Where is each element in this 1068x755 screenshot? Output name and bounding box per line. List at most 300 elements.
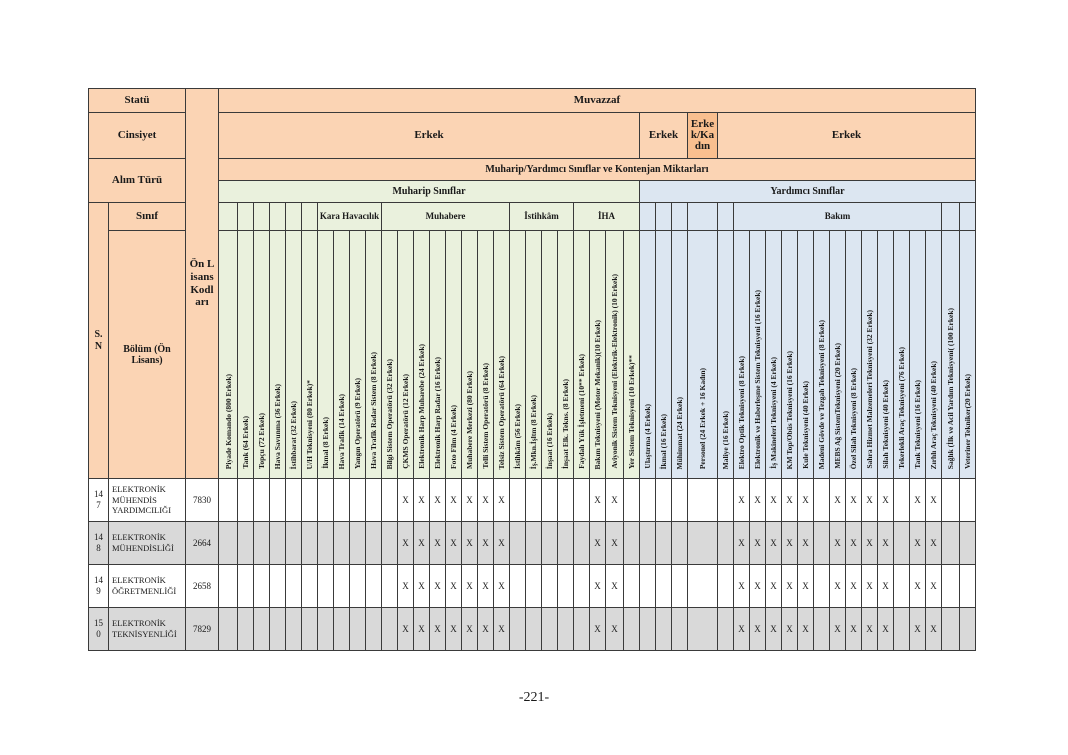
x-cell: X [398, 608, 414, 651]
empty-cell [624, 522, 640, 565]
column-header-label: Hava Savunma (36 Erkek) [273, 383, 282, 469]
statu-row [89, 89, 976, 113]
column-header [478, 231, 494, 479]
column-header-label: Personel (24 Erkek + 16 Kadın) [698, 367, 707, 469]
x-cell: X [798, 522, 814, 565]
column-header-label: Aviyonik Sistem Teknisyeni (Elektrik-Elektronik) (10 Erkek) [610, 274, 619, 469]
column-header-label: Maliye (16 Erkek) [721, 410, 730, 469]
column-header [350, 231, 366, 479]
empty-cell [286, 522, 302, 565]
x-cell: X [414, 608, 430, 651]
x-cell: X [478, 608, 494, 651]
alim-turu-header: Alım Türü [89, 159, 186, 203]
column-header-label: Elektronik Harp Radar (16 Erkek) [433, 357, 442, 469]
empty-cell [656, 608, 672, 651]
empty-cell [640, 608, 656, 651]
column-header [606, 231, 624, 479]
group-header: İHA [574, 203, 640, 231]
sinif-header: Sınıf [109, 203, 186, 231]
group-header-row [89, 203, 976, 231]
x-cell: X [846, 608, 862, 651]
column-header [624, 231, 640, 479]
column-header-label: Özel Silah Teknisyeni (8 Erkek) [849, 367, 858, 469]
group-spacer [960, 203, 976, 231]
empty-cell [219, 522, 238, 565]
column-header [219, 231, 238, 479]
empty-cell [334, 565, 350, 608]
column-header-label: Ulaştırma (4 Erkek) [643, 404, 652, 469]
cinsiyet-row [89, 113, 976, 159]
empty-cell [302, 608, 318, 651]
group-spacer [254, 203, 270, 231]
empty-cell [286, 608, 302, 651]
x-cell: X [750, 522, 766, 565]
x-cell: X [414, 479, 430, 522]
bolum-cell: ELEKTRONİK MÜHENDİSLİĞİ [109, 522, 186, 565]
column-header-label: Yer Sistem Teknisyeni (10 Erkek)** [627, 354, 636, 469]
empty-cell [219, 479, 238, 522]
x-cell: X [910, 565, 926, 608]
sinif-band-row [89, 181, 976, 203]
data-row [89, 608, 976, 651]
empty-cell [542, 479, 558, 522]
x-cell: X [862, 608, 878, 651]
empty-cell [318, 608, 334, 651]
column-header-label: MEBS Ağ SistemTeknisyeni (20 Erkek) [833, 343, 842, 469]
x-cell: X [414, 565, 430, 608]
group-spacer [640, 203, 656, 231]
x-cell: X [734, 522, 750, 565]
empty-cell [366, 479, 382, 522]
empty-cell [254, 608, 270, 651]
data-row [89, 522, 976, 565]
empty-cell [942, 608, 960, 651]
x-cell: X [398, 565, 414, 608]
empty-cell [718, 608, 734, 651]
column-header [656, 231, 672, 479]
x-cell: X [446, 479, 462, 522]
empty-cell [526, 479, 542, 522]
column-header-label: KM Top/Obüs Teknisyeni (16 Erkek) [785, 350, 794, 469]
bolum-cell: ELEKTRONİK MÜHENDİS YARDIMCILIĞI [109, 479, 186, 522]
x-cell: X [478, 565, 494, 608]
x-cell: X [926, 522, 942, 565]
column-header [640, 231, 656, 479]
column-header-label: İstihbarat (32 Erkek) [289, 400, 298, 469]
empty-cell [574, 608, 590, 651]
column-header-label: İş Makineleri Teknisyeni (4 Erkek) [769, 357, 778, 469]
kontenjan-table [88, 88, 976, 651]
x-cell: X [462, 522, 478, 565]
empty-cell [286, 479, 302, 522]
column-header-label: Telli Sistem Operatörü (8 Erkek) [481, 363, 490, 469]
empty-cell [270, 608, 286, 651]
column-header [814, 231, 830, 479]
empty-cell [960, 479, 976, 522]
cinsiyet-header: Cinsiyet [89, 113, 186, 159]
empty-cell [558, 565, 574, 608]
page-number: -221- [518, 690, 550, 705]
empty-cell [960, 608, 976, 651]
empty-cell [894, 479, 910, 522]
empty-cell [526, 608, 542, 651]
x-cell: X [798, 608, 814, 651]
column-header-label: Tank Teknisyeni (16 Erkek) [913, 380, 922, 469]
empty-cell [894, 522, 910, 565]
column-header-label: Bakım Teknisyeni (Motor Mekanik)(10 Erkek) [593, 319, 602, 469]
empty-cell [382, 479, 398, 522]
empty-cell [318, 522, 334, 565]
empty-cell [574, 522, 590, 565]
x-cell: X [430, 522, 446, 565]
x-cell: X [878, 565, 894, 608]
column-header-label: İnşaat (16 Erkek) [545, 412, 554, 469]
empty-cell [366, 565, 382, 608]
x-cell: X [830, 565, 846, 608]
empty-cell [510, 479, 526, 522]
empty-cell [219, 565, 238, 608]
empty-cell [672, 565, 688, 608]
column-header [382, 231, 398, 479]
empty-cell [254, 522, 270, 565]
empty-cell [302, 522, 318, 565]
x-cell: X [494, 479, 510, 522]
sn-cell: 147 [89, 479, 109, 522]
empty-cell [366, 522, 382, 565]
empty-cell [624, 608, 640, 651]
empty-cell [510, 565, 526, 608]
column-header-label: Sahra Hizmet Malzemeleri Teknisyeni (32 Erkek) [865, 310, 874, 469]
column-header [750, 231, 766, 479]
column-header-label: Elektronik Harp Muharebe (24 Erkek) [417, 344, 426, 469]
x-cell: X [430, 565, 446, 608]
x-cell: X [910, 522, 926, 565]
x-cell: X [606, 565, 624, 608]
column-header [734, 231, 750, 479]
x-cell: X [750, 479, 766, 522]
statu-header: Statü [89, 89, 186, 113]
column-header [366, 231, 382, 479]
x-cell: X [462, 565, 478, 608]
column-header [286, 231, 302, 479]
empty-cell [382, 522, 398, 565]
x-cell: X [830, 608, 846, 651]
column-header-row [89, 231, 976, 479]
column-header [446, 231, 462, 479]
empty-cell [270, 522, 286, 565]
empty-cell [894, 608, 910, 651]
empty-cell [334, 479, 350, 522]
empty-cell [718, 565, 734, 608]
empty-cell [318, 565, 334, 608]
empty-cell [254, 479, 270, 522]
column-header [590, 231, 606, 479]
x-cell: X [478, 479, 494, 522]
x-cell: X [462, 479, 478, 522]
quota-table-sheet [88, 88, 976, 651]
empty-cell [814, 608, 830, 651]
empty-cell [656, 522, 672, 565]
table-body [89, 479, 976, 651]
empty-cell [542, 522, 558, 565]
x-cell: X [926, 565, 942, 608]
empty-cell [942, 565, 960, 608]
group-spacer [286, 203, 302, 231]
x-cell: X [766, 479, 782, 522]
empty-cell [350, 479, 366, 522]
empty-cell [542, 608, 558, 651]
empty-cell [814, 479, 830, 522]
x-cell: X [910, 608, 926, 651]
column-header [526, 231, 542, 479]
x-cell: X [398, 522, 414, 565]
column-header-label: Piyade Komando (800 Erkek) [223, 373, 233, 469]
x-cell: X [606, 479, 624, 522]
empty-cell [672, 608, 688, 651]
cinsiyet-erkek-yardimci-2: Erkek [718, 113, 976, 159]
x-cell: X [750, 565, 766, 608]
column-header-label: Topçu (72 Erkek) [257, 413, 266, 469]
x-cell: X [782, 565, 798, 608]
x-cell: X [766, 608, 782, 651]
empty-cell [318, 479, 334, 522]
empty-cell [510, 608, 526, 651]
x-cell: X [750, 608, 766, 651]
empty-cell [238, 565, 254, 608]
empty-cell [640, 522, 656, 565]
empty-cell [640, 565, 656, 608]
x-cell: X [590, 522, 606, 565]
column-header [960, 231, 976, 479]
kod-cell: 2664 [186, 522, 219, 565]
empty-cell [894, 565, 910, 608]
column-header-label: Hava Trafik (14 Erkek) [337, 393, 346, 469]
sn-cell: 150 [89, 608, 109, 651]
column-header-label: İkmal (16 Erkek) [659, 413, 668, 469]
empty-cell [302, 479, 318, 522]
x-cell: X [782, 608, 798, 651]
muharip-siniflar-header: Muharip Sınıflar [219, 181, 640, 203]
column-header-label: İnşaat Elk. Tekns. (8 Erkek) [561, 378, 570, 469]
empty-cell [238, 608, 254, 651]
kod-cell: 7830 [186, 479, 219, 522]
group-spacer [238, 203, 254, 231]
column-header-label: Kule Teknisyeni (40 Erkek) [801, 381, 810, 469]
empty-cell [286, 565, 302, 608]
x-cell: X [606, 522, 624, 565]
column-header [494, 231, 510, 479]
x-cell: X [862, 479, 878, 522]
column-header [894, 231, 910, 479]
column-header [798, 231, 814, 479]
empty-cell [350, 522, 366, 565]
column-header-label: İstihkâm (56 Erkek) [513, 403, 522, 469]
empty-cell [334, 522, 350, 565]
column-header [718, 231, 734, 479]
sn-cell: 148 [89, 522, 109, 565]
column-header-label: Tekerlekli Araç Teknisyeni (76 Erkek) [897, 347, 906, 469]
column-header-label: Foto Film (4 Erkek) [449, 405, 458, 469]
column-header [910, 231, 926, 479]
sn-cell: 149 [89, 565, 109, 608]
x-cell: X [734, 608, 750, 651]
empty-cell [526, 565, 542, 608]
column-header-label: Faydalı Yük İşletmeni (10** Erkek) [577, 354, 586, 469]
kod-cell: 2658 [186, 565, 219, 608]
x-cell: X [926, 479, 942, 522]
empty-cell [254, 565, 270, 608]
empty-cell [718, 479, 734, 522]
column-header-label: İş.Mkn.İşltm (8 Erkek) [529, 394, 538, 469]
x-cell: X [446, 608, 462, 651]
group-spacer [656, 203, 672, 231]
bolum-cell: ELEKTRONİK TEKNİSYENLİĞİ [109, 608, 186, 651]
empty-cell [960, 522, 976, 565]
column-header [830, 231, 846, 479]
x-cell: X [878, 522, 894, 565]
x-cell: X [782, 479, 798, 522]
column-header-label: U/H Teknisyeni (80 Erkek)* [305, 379, 314, 469]
empty-cell [688, 479, 718, 522]
group-header: İstihkâm [510, 203, 574, 231]
empty-cell [219, 608, 238, 651]
empty-cell [688, 565, 718, 608]
column-header [318, 231, 334, 479]
x-cell: X [830, 522, 846, 565]
column-header [254, 231, 270, 479]
empty-cell [558, 608, 574, 651]
empty-cell [350, 565, 366, 608]
x-cell: X [798, 479, 814, 522]
empty-cell [382, 565, 398, 608]
column-header [878, 231, 894, 479]
x-cell: X [494, 608, 510, 651]
empty-cell [574, 479, 590, 522]
column-header-label: Madeni Gövde ve Tezgah Teknisyeni (8 Erkek) [817, 319, 826, 469]
data-row [89, 479, 976, 522]
group-spacer [672, 203, 688, 231]
x-cell: X [862, 565, 878, 608]
empty-cell [510, 522, 526, 565]
empty-cell [574, 565, 590, 608]
x-cell: X [766, 565, 782, 608]
cinsiyet-erkek-kadin: Erkek/Kadın [688, 113, 718, 159]
column-header [574, 231, 590, 479]
x-cell: X [926, 608, 942, 651]
x-cell: X [414, 522, 430, 565]
x-cell: X [846, 479, 862, 522]
column-header [270, 231, 286, 479]
kontenjan-title: Muharip/Yardımcı Sınıflar ve Kontenjan Miktarları [219, 159, 976, 181]
empty-cell [624, 479, 640, 522]
column-header-label: Zırhlı Araç Teknisyeni (40 Erkek) [929, 360, 938, 469]
empty-cell [302, 565, 318, 608]
empty-cell [960, 565, 976, 608]
x-cell: X [862, 522, 878, 565]
column-header-label: Hava Trafik Radar Sistem (8 Erkek) [369, 352, 378, 469]
x-cell: X [446, 522, 462, 565]
empty-cell [718, 522, 734, 565]
column-header-label: Elektronik ve Haberleşme Sistem Teknisyeni (16 Erkek) [753, 289, 762, 469]
muvazzaf-header: Muvazzaf [219, 89, 976, 113]
column-header [942, 231, 960, 479]
x-cell: X [910, 479, 926, 522]
group-header: Kara Havacılık [318, 203, 382, 231]
empty-cell [814, 565, 830, 608]
column-header [926, 231, 942, 479]
x-cell: X [590, 608, 606, 651]
group-spacer [942, 203, 960, 231]
x-cell: X [398, 479, 414, 522]
x-cell: X [430, 608, 446, 651]
empty-cell [624, 565, 640, 608]
empty-cell [526, 522, 542, 565]
group-spacer [302, 203, 318, 231]
column-header-label: Muhabere Merkezi (80 Erkek) [465, 371, 474, 469]
x-cell: X [606, 608, 624, 651]
column-header [862, 231, 878, 479]
x-cell: X [830, 479, 846, 522]
empty-cell [942, 479, 960, 522]
column-header-label: Bilgi Sistem Operatörü (32 Erkek) [385, 358, 394, 469]
column-header [542, 231, 558, 479]
column-header-label: Telsiz Sistem Operatörü (64 Erkek) [497, 355, 506, 469]
empty-cell [688, 608, 718, 651]
x-cell: X [734, 565, 750, 608]
x-cell: X [798, 565, 814, 608]
on-lisans-kodlari-header: Ön Lisans Kodları [186, 89, 219, 479]
empty-cell [270, 479, 286, 522]
empty-cell [688, 522, 718, 565]
column-header [414, 231, 430, 479]
x-cell: X [590, 565, 606, 608]
empty-cell [542, 565, 558, 608]
column-header [766, 231, 782, 479]
empty-cell [656, 565, 672, 608]
empty-cell [558, 522, 574, 565]
column-header [688, 231, 718, 479]
data-row [89, 565, 976, 608]
column-header-label: Veteriner Tekniker(20 Erkek) [963, 374, 972, 469]
group-header: Bakım [734, 203, 942, 231]
empty-cell [558, 479, 574, 522]
column-header [398, 231, 414, 479]
x-cell: X [846, 565, 862, 608]
column-header-label: Sağlık (İlk ve Acil Yardım Teknisyeni( (100 Erkek) [946, 307, 955, 469]
empty-cell [366, 608, 382, 651]
empty-cell [382, 608, 398, 651]
empty-cell [238, 522, 254, 565]
x-cell: X [878, 608, 894, 651]
column-header [430, 231, 446, 479]
x-cell: X [878, 479, 894, 522]
empty-cell [942, 522, 960, 565]
x-cell: X [590, 479, 606, 522]
group-header: Muhabere [382, 203, 510, 231]
empty-cell [656, 479, 672, 522]
sn-header: S. N [89, 203, 109, 479]
bolum-cell: ELEKTRONİK ÖĞRETMENLİĞİ [109, 565, 186, 608]
group-spacer [270, 203, 286, 231]
column-header [672, 231, 688, 479]
x-cell: X [734, 479, 750, 522]
x-cell: X [494, 522, 510, 565]
bolum-header: Bölüm (Ön Lisans) [109, 231, 186, 479]
column-header [302, 231, 318, 479]
column-header-label: Mühimmat (24 Erkek) [675, 396, 684, 469]
column-header [558, 231, 574, 479]
x-cell: X [846, 522, 862, 565]
